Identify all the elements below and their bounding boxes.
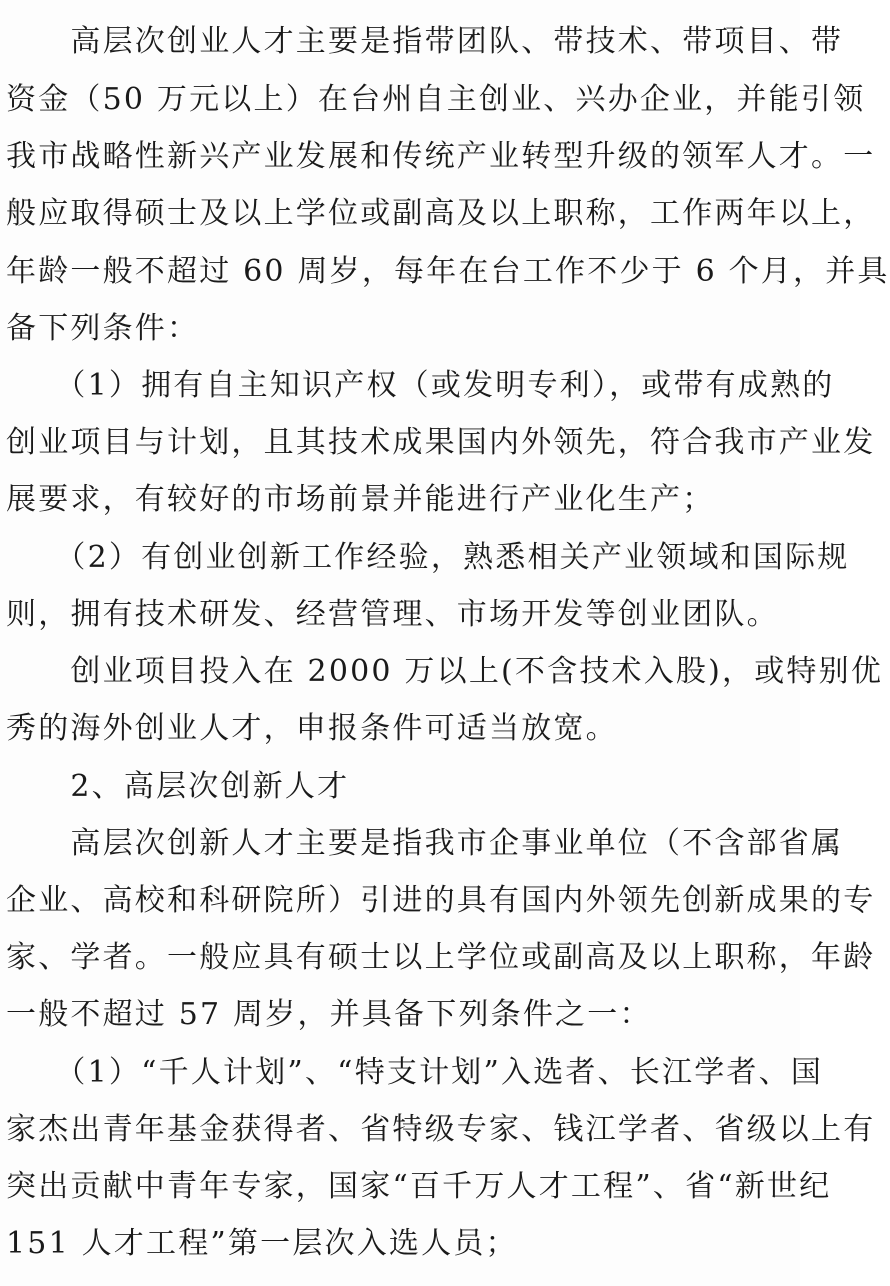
text-line-11: 则，拥有技术研发、经营管理、市场开发等创业团队。 — [6, 597, 779, 632]
text-line-9: 展要求，有较好的市场前景并能进行产业化生产； — [6, 482, 715, 517]
text-line-22: 151 人才工程”第一层次入选人员； — [6, 1226, 518, 1261]
text-line-16: 企业、高校和科研院所）引进的具有国内外领先创新成果的专 — [6, 883, 876, 918]
text-line-2: 资金（50 万元以上）在台州自主创业、兴办企业，并能引领 — [6, 82, 866, 117]
text-line-3: 我市战略性新兴产业发展和传统产业转型升级的领军人才。一 — [6, 139, 876, 174]
text-line-12: 创业项目投入在 2000 万以上(不含技术入股)，或特别优 — [6, 654, 884, 689]
text-line-17: 家、学者。一般应具有硕士以上学位或副高及以上职称，年龄 — [6, 940, 876, 975]
text-line-15: 高层次创新人才主要是指我市企事业单位（不含部省属 — [6, 826, 844, 861]
text-line-1: 高层次创业人才主要是指带团队、带技术、带项目、带 — [6, 24, 844, 59]
section-heading: 2、高层次创新人才 — [6, 769, 350, 804]
text-line-4: 般应取得硕士及以上学位或副高及以上职称，工作两年以上， — [6, 196, 876, 231]
text-line-20: 家杰出青年基金获得者、省特级专家、钱江学者、省级以上有 — [6, 1112, 876, 1147]
text-line-5: 年龄一般不超过 60 周岁，每年在台工作不少于 6 个月，并具 — [6, 254, 890, 289]
text-line-19: （1）“千人计划”、“特支计划”入选者、长江学者、国 — [6, 1055, 824, 1090]
text-line-21: 突出贡献中青年专家，国家“百千万人才工程”、省“新世纪 — [6, 1169, 832, 1204]
text-line-7: （1）拥有自主知识产权（或发明专利），或带有成熟的 — [6, 368, 835, 403]
text-line-10: （2）有创业创新工作经验，熟悉相关产业领域和国际规 — [6, 540, 850, 575]
text-line-18: 一般不超过 57 周岁，并具备下列条件之一： — [6, 997, 652, 1032]
text-line-6: 备下列条件： — [6, 311, 200, 346]
text-line-8: 创业项目与计划，且其技术成果国内外领先，符合我市产业发 — [6, 425, 876, 460]
text-line-13: 秀的海外创业人才，申报条件可适当放宽。 — [6, 711, 618, 746]
